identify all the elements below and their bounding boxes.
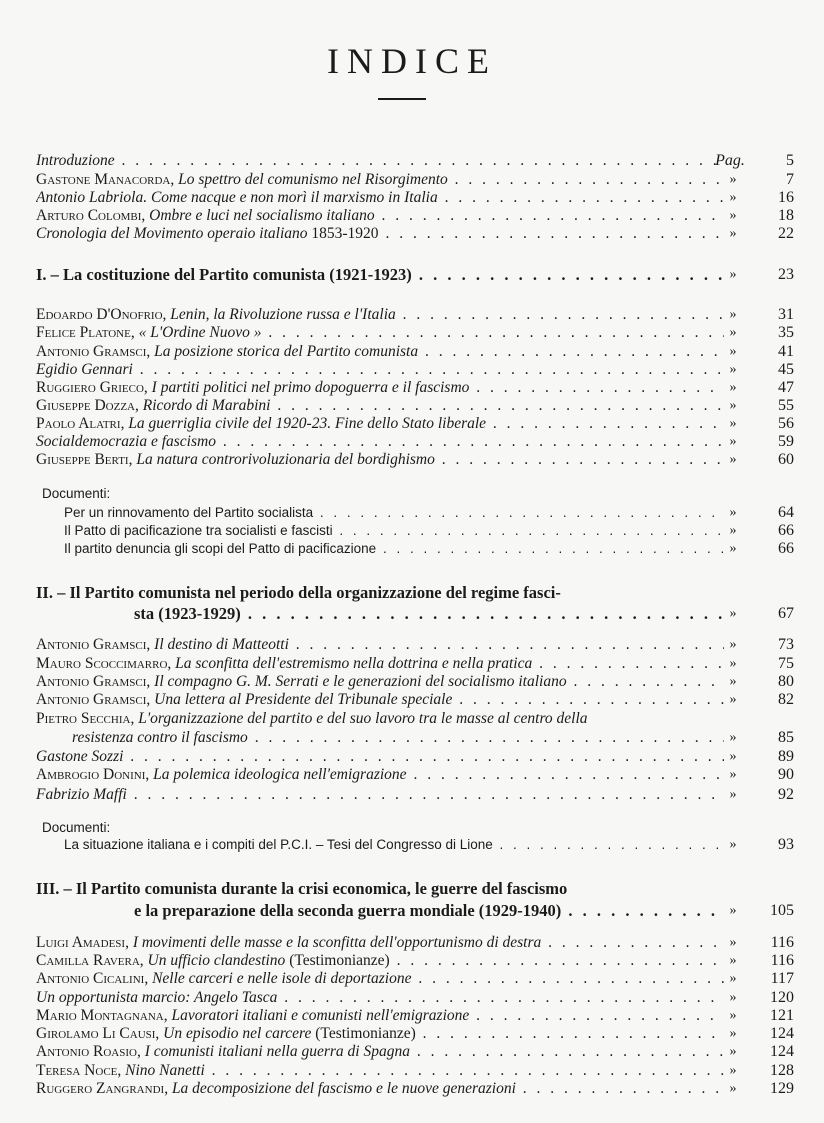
- toc-section-heading[interactable]: [0, 266, 824, 284]
- toc-entry[interactable]: [0, 189, 824, 207]
- document-title: La situazione italiana e i compiti del P.C.I. – Tesi del Congresso di Lione: [64, 837, 493, 852]
- page-number: 117: [770, 970, 794, 987]
- entry-author: Edoardo D'Onofrio: [36, 306, 163, 323]
- page-number: 105: [770, 902, 794, 919]
- ditto-mark: »: [729, 749, 737, 764]
- ditto-mark: »: [729, 730, 737, 745]
- entry-note: (Testimonianze): [285, 952, 390, 969]
- toc-entry-text: [36, 584, 724, 602]
- entry-title: Cronologia del Movimento operaio italiano: [36, 225, 308, 242]
- page-number: 60: [778, 451, 794, 468]
- toc-entry-text: Ambrogio Donini, La polemica ideologica nell'emigrazione . . .: [36, 766, 724, 784]
- toc-entry-text: [36, 152, 724, 170]
- toc-entry[interactable]: [0, 636, 824, 654]
- entry-title: Lo spettro del comunismo nel Risorgimento: [178, 171, 448, 188]
- entry-title: Un episodio nel carcere: [163, 1025, 312, 1042]
- entry-title: Lavoratori italiani e comunisti nell'emigrazione: [171, 1007, 470, 1024]
- toc-entry-text: [36, 433, 724, 451]
- page-number: 89: [778, 748, 794, 765]
- page-number: 82: [778, 691, 794, 708]
- ditto-mark: »: [729, 674, 737, 689]
- toc-entry[interactable]: [0, 522, 824, 540]
- entry-author: Giuseppe Dozza: [36, 397, 135, 414]
- page-number: 90: [778, 766, 794, 783]
- entry-author: Ruggiero Grieco: [36, 379, 144, 396]
- page-number: 18: [778, 207, 794, 224]
- ditto-mark: »: [729, 971, 737, 986]
- entry-title: L'organizzazione del partito e del suo lavoro tra le masse al centro della: [138, 710, 588, 727]
- ditto-mark: »: [729, 416, 737, 431]
- toc-entry-text: [134, 605, 724, 623]
- entry-title: Un ufficio clandestino: [147, 952, 286, 969]
- entry-title: Socialdemocrazia e fascismo: [36, 433, 216, 450]
- ditto-mark: »: [729, 935, 737, 950]
- title-rule: [378, 98, 426, 100]
- page-title: INDICE: [327, 41, 497, 81]
- toc-entry-text: [134, 902, 724, 920]
- entry-title: La natura controrivoluzionaria del bordighismo: [136, 451, 435, 468]
- page-number: 67: [778, 605, 794, 622]
- toc-entry-text: Girolamo Li Causi, Un episodio nel carcere (Testimonianze) . . .: [36, 1025, 724, 1043]
- toc-entry[interactable]: [0, 540, 824, 558]
- toc-entry[interactable]: [0, 451, 824, 469]
- toc-entry-text: Antonio Gramsci, Una lettera al Presidente del Tribunale speciale . . .: [36, 691, 724, 709]
- entry-author: Antonio Roasio: [36, 1043, 137, 1060]
- entry-title: Ricordo di Marabini: [142, 397, 271, 414]
- section-title: III. – Il Partito comunista durante la crisi economica, le guerre del fascismo: [36, 880, 568, 898]
- documents-label: Documenti:: [42, 820, 111, 835]
- page-number: 116: [770, 952, 794, 969]
- page-number: 80: [778, 673, 794, 690]
- toc-entry[interactable]: [0, 207, 824, 225]
- page-number: 121: [770, 1007, 794, 1024]
- page-number: 64: [778, 504, 794, 521]
- toc-entry-text: Mario Montagnana, Lavoratori italiani e comunisti nell'emigrazione . . .: [36, 1007, 724, 1025]
- toc-entry[interactable]: [0, 989, 824, 1007]
- toc-entry-text: [36, 748, 724, 766]
- ditto-mark: »: [729, 307, 737, 322]
- entry-title: La decomposizione del fascismo e le nuove generazioni: [171, 1080, 516, 1097]
- ditto-mark: »: [729, 903, 737, 918]
- entry-title: Fabrizio Maffi: [36, 786, 127, 803]
- ditto-mark: »: [729, 172, 737, 187]
- page-number: 41: [778, 343, 794, 360]
- toc-entry-text: Arturo Colombi, Ombre e luci nel socialismo italiano . . .: [36, 207, 724, 225]
- entry-title: La polemica ideologica nell'emigrazione: [153, 766, 407, 783]
- page-label: Pag.: [715, 152, 745, 169]
- toc-entry[interactable]: [0, 433, 824, 451]
- toc-entry-text: Giuseppe Berti, La natura controrivoluzionaria del bordighismo . . .: [36, 451, 724, 469]
- toc-entry[interactable]: [0, 1007, 824, 1025]
- toc-entry-text: [64, 836, 724, 854]
- page-number: 7: [786, 171, 794, 188]
- page-number: 23: [778, 266, 794, 283]
- page-number: 45: [778, 361, 794, 378]
- toc-entry-text: [36, 189, 724, 207]
- page-number: 85: [778, 729, 794, 746]
- toc-section-heading[interactable]: [0, 880, 824, 898]
- toc-entry[interactable]: [0, 1062, 824, 1080]
- ditto-mark: »: [729, 362, 737, 377]
- entry-author: Mario Montagnana: [36, 1007, 164, 1024]
- entry-title: Una lettera al Presidente del Tribunale speciale: [154, 691, 453, 708]
- toc-entry-text: Antonio Gramsci, Il compagno G. M. Serrati e le generazioni del socialismo italiano . . .: [36, 673, 724, 691]
- page-number: 124: [770, 1025, 794, 1042]
- ditto-mark: »: [729, 767, 737, 782]
- document-title: Per un rinnovamento del Partito socialista: [64, 505, 314, 520]
- page-number: 92: [778, 786, 794, 803]
- ditto-mark: »: [729, 434, 737, 449]
- section-title: sta (1923-1929): [134, 605, 241, 623]
- entry-author: Antonio Gramsci: [36, 691, 147, 708]
- toc-entry[interactable]: [0, 379, 824, 397]
- toc-entry-text: Felice Platone, « L'Ordine Nuovo » . . .: [36, 324, 724, 342]
- ditto-mark: »: [729, 208, 737, 223]
- toc-entry[interactable]: [0, 673, 824, 691]
- entry-title: Egidio Gennari: [36, 361, 133, 378]
- toc-section-heading[interactable]: [0, 605, 824, 623]
- toc-entry-text: [72, 729, 724, 747]
- entry-author: Ruggero Zangrandi: [36, 1080, 165, 1097]
- section-title: I. – La costituzione del Partito comunista (1921-1923): [36, 266, 412, 284]
- page-number: 75: [778, 655, 794, 672]
- page-number: 73: [778, 636, 794, 653]
- ditto-mark: »: [729, 656, 737, 671]
- toc-entry[interactable]: [0, 152, 824, 170]
- toc-entry[interactable]: [0, 504, 824, 522]
- toc-entry[interactable]: [0, 836, 824, 854]
- page-number: 35: [778, 324, 794, 341]
- ditto-mark: »: [729, 692, 737, 707]
- entry-author: Paolo Alatri: [36, 415, 121, 432]
- page-number: 124: [770, 1043, 794, 1060]
- page-number: 66: [778, 522, 794, 539]
- toc-entry[interactable]: [0, 1043, 824, 1061]
- page-number: 93: [778, 836, 794, 853]
- toc-entry[interactable]: [0, 171, 824, 189]
- toc-entry[interactable]: [0, 748, 824, 766]
- page-number: 120: [770, 989, 794, 1006]
- toc-entry[interactable]: [0, 415, 824, 433]
- toc-entry[interactable]: [0, 1080, 824, 1098]
- entry-title: Il destino di Matteotti: [154, 636, 289, 653]
- toc-entry-text: Camilla Ravera, Un ufficio clandestino (Testimonianze) . . .: [36, 952, 724, 970]
- toc-entry[interactable]: [0, 934, 824, 952]
- ditto-mark: »: [729, 1081, 737, 1096]
- page-number: 22: [778, 225, 794, 242]
- ditto-mark: »: [729, 325, 737, 340]
- entry-author: Gastone Manacorda: [36, 171, 171, 188]
- page-number: 16: [778, 189, 794, 206]
- entry-title: Nino Nanetti: [125, 1062, 205, 1079]
- entry-title: Lenin, la Rivoluzione russa e l'Italia: [170, 306, 396, 323]
- entry-author: Felice Platone: [36, 324, 131, 341]
- entry-author: Pietro Secchia: [36, 710, 131, 727]
- ditto-mark: »: [729, 1044, 737, 1059]
- toc-entry-text: Paolo Alatri, La guerriglia civile del 1920-23. Fine dello Stato liberale . . .: [36, 415, 724, 433]
- page-number: 59: [778, 433, 794, 450]
- toc-entry-text: [64, 522, 724, 540]
- toc-entry[interactable]: [0, 655, 824, 673]
- entry-title: La guerriglia civile del 1920-23. Fine dello Stato liberale: [128, 415, 487, 432]
- toc-entry[interactable]: [0, 1025, 824, 1043]
- page-number: 128: [770, 1062, 794, 1079]
- page-number: 116: [770, 934, 794, 951]
- page-number: 47: [778, 379, 794, 396]
- entry-author: Arturo Colombi: [36, 207, 142, 224]
- toc-entry-text: Ruggero Zangrandi, La decomposizione del fascismo e le nuove generazioni . . .: [36, 1080, 724, 1098]
- toc-entry[interactable]: [0, 397, 824, 415]
- toc-entry-text: Antonio Gramsci, La posizione storica del Partito comunista . . .: [36, 343, 724, 361]
- toc-entry-text: Gastone Manacorda, Lo spettro del comunismo nel Risorgimento . . .: [36, 171, 724, 189]
- toc-section-heading[interactable]: [0, 902, 824, 920]
- page-number: 66: [778, 540, 794, 557]
- entry-author: Ambrogio Donini: [36, 766, 146, 783]
- toc-entry-text: [64, 540, 724, 558]
- entry-title: Gastone Sozzi: [36, 748, 124, 765]
- page-number: 31: [778, 306, 794, 323]
- toc-entry[interactable]: [0, 361, 824, 379]
- entry-author: Camilla Ravera: [36, 952, 140, 969]
- ditto-mark: »: [729, 787, 737, 802]
- entry-author: Girolamo Li Causi: [36, 1025, 156, 1042]
- entry-author: Luigi Amadesi: [36, 934, 126, 951]
- documents-label: Documenti:: [42, 486, 111, 501]
- ditto-mark: »: [729, 837, 737, 852]
- toc-entry-text: Antonio Gramsci, Il destino di Matteotti . . .: [36, 636, 724, 654]
- toc-entry-text: [36, 786, 724, 804]
- entry-title: I comunisti italiani nella guerra di Spagna: [144, 1043, 410, 1060]
- toc-entry-text: Luigi Amadesi, I movimenti delle masse e la sconfitta dell'opportunismo di destra . . .: [36, 934, 724, 952]
- entry-title: « L'Ordine Nuovo »: [138, 324, 262, 341]
- entry-title: Nelle carceri e nelle isole di deportazione: [152, 970, 412, 987]
- ditto-mark: »: [729, 1063, 737, 1078]
- ditto-mark: »: [729, 523, 737, 538]
- ditto-mark: »: [729, 637, 737, 652]
- toc-entry[interactable]: [0, 324, 824, 342]
- entry-title: I movimenti delle masse e la sconfitta dell'opportunismo di destra: [132, 934, 542, 951]
- entry-title: Introduzione: [36, 152, 115, 169]
- toc-section-heading[interactable]: [0, 584, 824, 602]
- entry-note: (Testimonianze): [311, 1025, 416, 1042]
- toc-entry-text: Teresa Noce, Nino Nanetti . . .: [36, 1062, 724, 1080]
- toc-entry-text: Antonio Roasio, I comunisti italiani nella guerra di Spagna . . .: [36, 1043, 724, 1061]
- entry-author: Teresa Noce: [36, 1062, 118, 1079]
- page-number: 55: [778, 397, 794, 414]
- ditto-mark: »: [729, 1026, 737, 1041]
- entry-author: Antonio Gramsci: [36, 673, 147, 690]
- ditto-mark: »: [729, 344, 737, 359]
- page-number: 5: [786, 152, 794, 169]
- section-title: e la preparazione della seconda guerra mondiale (1929-1940): [134, 902, 562, 920]
- toc-entry-text: [64, 504, 724, 522]
- toc-entry[interactable]: [0, 343, 824, 361]
- toc-entry[interactable]: [0, 225, 824, 243]
- entry-author: Antonio Gramsci: [36, 343, 147, 360]
- document-title: Il Patto di pacificazione tra socialisti e fascisti: [64, 523, 333, 538]
- entry-note: 1853-1920: [307, 225, 379, 242]
- toc-entry-text: [36, 989, 724, 1007]
- toc-entry-text: [36, 880, 724, 898]
- toc-entry-text: [36, 361, 724, 379]
- entry-title: I partiti politici nel primo dopoguerra e il fascismo: [151, 379, 470, 396]
- toc-entry[interactable]: [0, 952, 824, 970]
- ditto-mark: »: [729, 505, 737, 520]
- entry-author: Giuseppe Berti: [36, 451, 129, 468]
- entry-title: La sconfitta dell'estremismo nella dottrina e nella pratica: [175, 655, 533, 672]
- ditto-mark: »: [729, 541, 737, 556]
- ditto-mark: »: [729, 267, 737, 282]
- document-title: Il partito denuncia gli scopi del Patto di pacificazione: [64, 541, 377, 556]
- entry-title: Ombre e luci nel socialismo italiano: [149, 207, 375, 224]
- toc-entry-text: [36, 225, 724, 243]
- ditto-mark: »: [729, 452, 737, 467]
- ditto-mark: »: [729, 990, 737, 1005]
- ditto-mark: »: [729, 1008, 737, 1023]
- toc-entry-text: Pietro Secchia, L'organizzazione del partito e del suo lavoro tra le masse al centro della: [36, 710, 588, 727]
- entry-title: Un opportunista marcio: Angelo Tasca: [36, 989, 278, 1006]
- toc-entry[interactable]: [0, 766, 824, 784]
- entry-title: Antonio Labriola. Come nacque e non morì il marxismo in Italia: [36, 189, 438, 206]
- page-number: 56: [778, 415, 794, 432]
- toc-entry-text: Mauro Scoccimarro, La sconfitta dell'estremismo nella dottrina e nella pratica . . .: [36, 655, 724, 673]
- page-number: 129: [770, 1080, 794, 1097]
- entry-author: Antonio Gramsci: [36, 636, 147, 653]
- toc-entry[interactable]: [0, 710, 824, 728]
- toc-entry[interactable]: [0, 691, 824, 709]
- ditto-mark: »: [729, 606, 737, 621]
- ditto-mark: »: [729, 380, 737, 395]
- toc-entry[interactable]: [0, 970, 824, 988]
- entry-author: Mauro Scoccimarro: [36, 655, 168, 672]
- entry-title: La posizione storica del Partito comunista: [154, 343, 419, 360]
- toc-entry-text: Antonio Cicalini, Nelle carceri e nelle isole di deportazione . . .: [36, 970, 724, 988]
- ditto-mark: »: [729, 226, 737, 241]
- entry-author: Antonio Cicalini: [36, 970, 145, 987]
- toc-entry-text: Edoardo D'Onofrio, Lenin, la Rivoluzione russa e l'Italia . . .: [36, 306, 724, 324]
- ditto-mark: »: [729, 190, 737, 205]
- entry-title: resistenza contro il fascismo: [72, 729, 248, 746]
- toc-entry[interactable]: [0, 786, 824, 804]
- section-title: II. – Il Partito comunista nel periodo della organizzazione del regime fasci-: [36, 584, 561, 602]
- ditto-mark: »: [729, 953, 737, 968]
- toc-entry[interactable]: [0, 306, 824, 324]
- toc-entry[interactable]: [0, 729, 824, 747]
- entry-title: Il compagno G. M. Serrati e le generazioni del socialismo italiano: [154, 673, 567, 690]
- ditto-mark: »: [729, 398, 737, 413]
- toc-entry-text: [36, 266, 724, 284]
- toc-entry-text: Ruggiero Grieco, I partiti politici nel primo dopoguerra e il fascismo . . .: [36, 379, 724, 397]
- toc-entry-text: Giuseppe Dozza, Ricordo di Marabini . . .: [36, 397, 724, 415]
